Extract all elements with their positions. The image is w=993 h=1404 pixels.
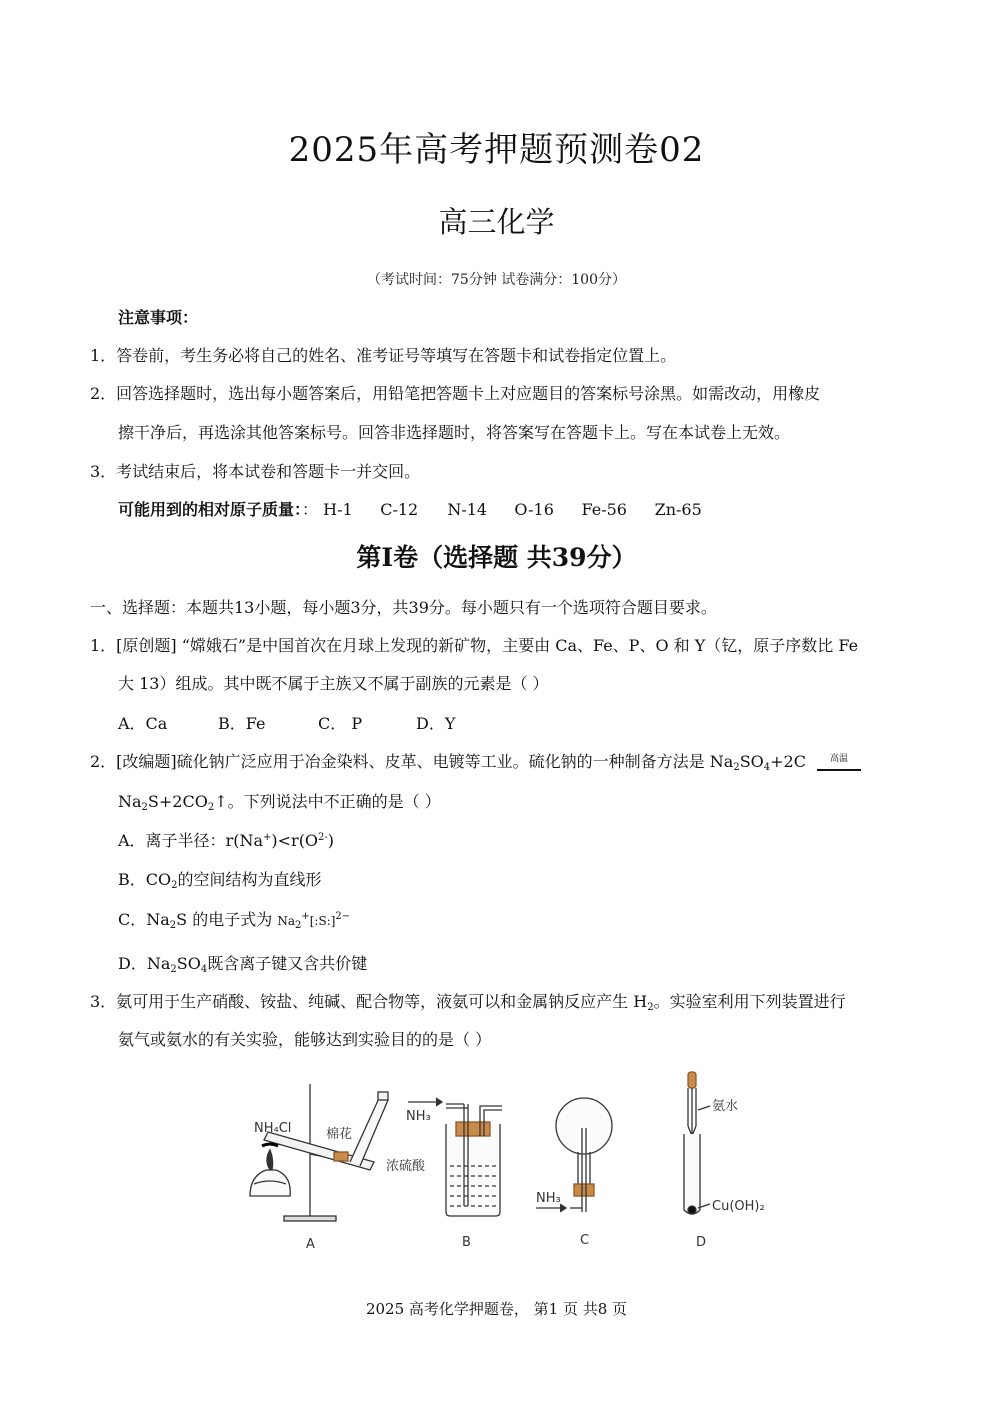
atomic-mass-c: C-12 [380,500,419,519]
subject-title: 高三化学 [438,205,555,239]
q3-stem-line1: 3．氨可用于生产硝酸、铵盐、纯碱、配合物等，液氨可以和金属钠反应产生 $H_2$。实验室利用下列装置进行 [90,992,846,1013]
q1-stem-line2: 大 13）组成。其中既不属于主族又不属于副族的元素是（ ） [118,674,549,693]
section-instruction: 一、选择题：本题共13小题，每小题3分，共39分。每小题只有一个选项符合题目要求。 [90,598,717,617]
caption-a: A [306,1237,315,1252]
section-title: 第Ⅰ卷（选择题 共39分） [356,543,637,572]
label-c-nh3: NH₃ [536,1191,561,1206]
notice-item-3: 3．考试结束后，将本试卷和答题卡一并交回。 [90,462,421,481]
q2-option-b: B．$CO_2$的空间结构为直线形 [118,870,322,891]
label-cuoh2: Cu(OH)₂ [712,1199,765,1214]
atomic-mass-h: H-1 [323,500,353,519]
q1-stem-line1: 1．[原创题] “嫦娥石”是中国首次在月球上发现的新矿物，主要由 Ca、Fe、P、O 和 Y（钇，原子序数比 Fe [90,636,859,655]
label-cotton: 棉花 [326,1127,353,1142]
q1-option-a: A．Ca [118,714,168,733]
caption-c: C [580,1233,590,1248]
notice-item-1: 1．答卷前，考生务必将自己的姓名、准考证号等填写在答题卡和试卷指定位置上。 [90,346,677,365]
atomic-mass-zn: Zn-65 [654,500,702,519]
q2-option-c: C．$Na_2S$ 的电子式为 $Na_2^+[:S:]^{2-}$ [118,910,351,931]
q3-stem-line2: 氨气或氨水的有关实验，能够达到实验目的的是（ ） [118,1030,492,1049]
atomic-mass-n: N-14 [447,500,488,519]
label-nh4cl: NH₄Cl [254,1121,292,1136]
q2-stem-line2: $Na_2S+2CO_2↑$。下列说法中不正确的是（ ） [118,792,441,813]
notice-item-2-cont: 擦干净后，再选涂其他答案标号。回答非选择题时，将答案写在答题卡上。写在本试卷上无效。 [118,423,791,442]
label-conc-h2so4: 浓硫酸 [386,1159,426,1174]
label-ammonia-water: 氨水 [712,1099,739,1114]
atomic-mass-label: 可能用到的相对原子质量： [118,500,303,519]
q2-reaction-condition: 高温 [817,749,861,771]
apparatus-a [250,1084,388,1221]
q1-option-c: C． P [318,714,363,733]
q1-option-d: D．Y [416,714,456,733]
notice-item-2: 2．回答选择题时，选出每小题答案后，用铅笔把答题卡上对应题目的答案标号涂黑。如需改动，用橡皮 [90,384,821,403]
electron-formula: $Na_2^+[:S:]^{2-}$ [277,911,351,931]
caption-d: D [696,1235,707,1250]
notice-heading: 注意事项： [118,308,199,327]
q1-options [118,714,455,734]
q2-stem-line1: 2．[改编题]硫化钠广泛应用于冶金染料、皮革、电镀等工业。硫化钠的一种制备方法是 $Na_2SO_4+2C$ 高温 [90,752,861,777]
label-b-nh3: NH₃ [406,1109,431,1124]
exam-info: （考试时间：75分钟 试卷满分：100分） [367,272,626,288]
atomic-mass-o: O-16 [514,500,554,519]
atomic-mass-line: 可能用到的相对原子质量：： H-1 C-12 N-14 O-16 Fe-56 Zn-65 [118,500,702,519]
q2-option-a: A．离子半径：$r(Na^+)<r(O^{2-})$ [118,831,335,850]
q3-apparatus-figure [240,1066,780,1256]
q1-option-b: B．Fe [218,714,266,733]
caption-b: B [462,1235,471,1250]
page-title: 2025年高考押题预测卷02 [288,130,705,170]
q2-option-d: D．$Na_2SO_4$既含离子键又含共价键 [118,954,368,975]
apparatus-d [684,1072,710,1214]
atomic-mass-fe: Fe-56 [581,500,627,519]
page-footer: 2025 高考化学押题卷， 第1 页 共8 页 [365,1300,628,1318]
